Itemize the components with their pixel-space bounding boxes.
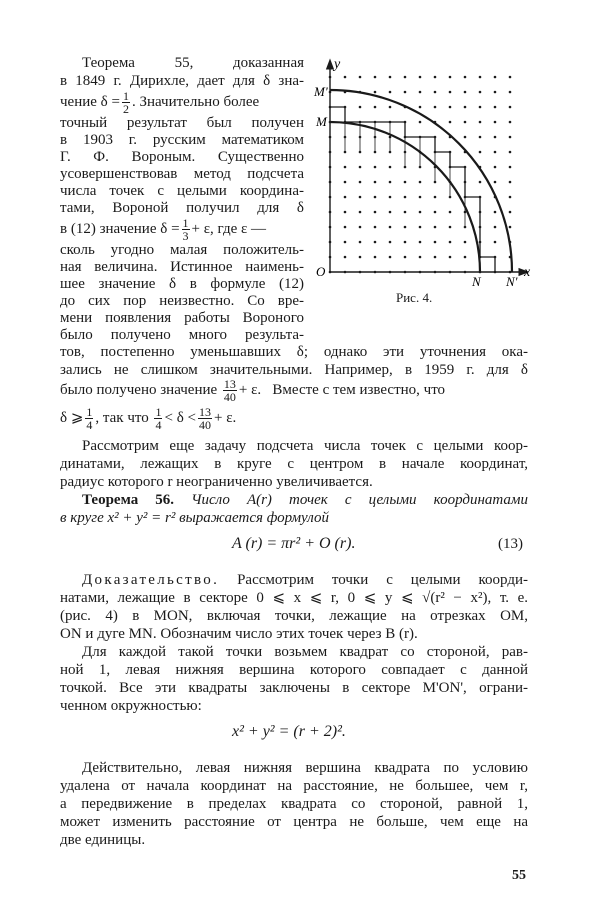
lattice-point [389,241,392,244]
lattice-point [464,241,467,244]
theorem-title: Теорема 56. [82,492,175,508]
lattice-point [494,181,497,184]
text-line: ная величина. Истинное наимень- [60,259,304,275]
lattice-point [374,91,377,94]
text-line: до сих пор неизвестно. Со вре- [60,293,304,309]
lattice-point [419,211,422,214]
lattice-point [449,76,452,79]
label-n: N [472,274,481,289]
lattice-point [359,166,362,169]
text-line: было получено значение $\frac{13}{40}$ + ε. Вместе с тем известно, что [60,377,446,404]
lattice-point [494,91,497,94]
lattice-point [419,106,422,109]
lattice-point [389,106,392,109]
text-line: две единицы. [60,832,146,848]
lattice-point [344,181,347,184]
formula-13: A (r) = πr² + O (r). [232,535,356,552]
lattice-point [509,76,512,79]
formula-number: (13) [498,536,523,552]
lattice-point [464,136,467,139]
lattice-point [494,211,497,214]
lattice-point [449,226,452,229]
lattice-point [404,241,407,244]
text-line: может изменить расстояние от центра не больше, чем еще на [60,814,528,830]
lattice-point [374,211,377,214]
lattice-point [404,196,407,199]
lattice-point [464,106,467,109]
label-x: x [524,265,531,280]
lattice-point [509,136,512,139]
lattice-point [374,196,377,199]
fraction: $\frac{13}{40}$ [223,377,236,404]
text-line: точный результат был получен [60,115,304,131]
arc-m-prime-n-prime [330,90,512,272]
lattice-point [509,211,512,214]
figure-4 [310,50,535,300]
text-line: Для каждой такой точки возьмем квадрат со стороной, рав- [82,644,528,660]
lattice-point [509,121,512,124]
text-line: натами, лежащие в секторе 0 ⩽ x ⩽ r, 0 ⩽ y ⩽ √(r² − x²), т. е. [60,590,528,606]
fraction: $\frac{1}{4}$ [86,405,93,432]
text-line: ченном окружностью: [60,698,202,714]
lattice-point [419,241,422,244]
fraction: $\frac{1}{2}$ [122,89,129,116]
lattice-point [494,151,497,154]
text-line: Теорема 55, доказанная [82,55,305,71]
lattice-point [464,256,467,259]
lattice-point [359,226,362,229]
text-line: Г. Ф. Вороным. Существенно [60,149,304,165]
theorem-line: в круге x² + y² = r² выражается формулой [60,510,329,526]
lattice-point [389,76,392,79]
lattice-point [494,166,497,169]
lattice-point [404,211,407,214]
text-line: было получено много результа- [60,327,304,343]
lattice-point [509,166,512,169]
lattice-point [359,196,362,199]
lattice-point [509,151,512,154]
label-y: y [334,57,341,72]
lattice-point [494,241,497,244]
lattice-point [389,196,392,199]
lattice-point [389,181,392,184]
lattice-point [344,166,347,169]
lattice-point [509,181,512,184]
lattice-point [404,226,407,229]
lattice-point [434,106,437,109]
text-line: (рис. 4) в MON, включая точки, лежащие на отрезках OM, [60,608,528,624]
lattice-point [404,181,407,184]
text-line: в (12) значение δ = $\frac{1}{3}$ + ε, где ε — [60,216,267,243]
text-line: тами, Вороной получил для δ [60,200,304,216]
lattice-point [479,181,482,184]
lattice-point [479,76,482,79]
lattice-point [344,76,347,79]
text-line: Доказательство. Рассмотрим точки с целыми коорди- [82,572,528,588]
lattice-point [434,256,437,259]
lattice-diagram [310,50,535,300]
text-line: числа точек с целыми координа- [60,183,304,199]
text-line: ной 1, левая нижняя вершина которого совпадает с данной [60,662,528,678]
lattice-point [374,181,377,184]
lattice-point [344,256,347,259]
text-line: сколь угодно малая положитель- [60,242,304,258]
lattice-point [434,91,437,94]
lattice-point [509,91,512,94]
lattice-point [359,106,362,109]
lattice-point [419,256,422,259]
label-n-prime: N' [506,274,518,289]
text-line: зались не слишком значительными. Например, в 1959 г. для δ [60,362,528,378]
page-number: 55 [512,868,526,883]
label-m-prime: M' [314,84,328,99]
lattice-point [434,241,437,244]
lattice-point [494,226,497,229]
lattice-point [419,91,422,94]
lattice-point [419,181,422,184]
text-line: шее значение δ в формуле (12) [60,276,304,292]
lattice-point [479,91,482,94]
lattice-point [509,196,512,199]
lattice-point [374,106,377,109]
lattice-point [464,121,467,124]
lattice-point [389,226,392,229]
lattice-point [464,76,467,79]
lattice-point [434,226,437,229]
lattice-point [479,151,482,154]
lattice-point [479,136,482,139]
text-line: удалена от начала координат на расстояние, не большее, чем r, [60,778,528,794]
lattice-point [479,106,482,109]
text-line: точкой. Все эти квадраты заключены в секторе M'ON', ограни- [60,680,528,696]
text-line: δ ⩾ $\frac{1}{4}$ , так что $\frac{1}{4}$ < δ < $\frac{13}{40}$ + ε. [60,405,237,432]
lattice-point [374,166,377,169]
figure-caption: Рис. 4. [396,290,433,305]
lattice-point [419,76,422,79]
lattice-point [359,211,362,214]
lattice-point [434,211,437,214]
text-line: Рассмотрим еще задачу подсчета числа точек с целыми коор- [82,438,528,454]
lattice-point [389,211,392,214]
lattice-point [509,106,512,109]
square-staircase [330,107,495,272]
lattice-point [344,196,347,199]
lattice-point [449,91,452,94]
text-line: мени появления работы Вороного [60,310,304,326]
lattice-point [404,256,407,259]
lattice-point [404,91,407,94]
text-line: в 1903 г. русским математиком [60,132,304,148]
lattice-point [494,136,497,139]
theorem-line: Теорема 56. Число A(r) точек с целыми координатами [82,492,528,508]
text-line: а передвижение в пределах квадрата со стороной, равной 1, [60,796,528,812]
lattice-point [359,241,362,244]
lattice-point [494,121,497,124]
text-line: ON и дуге MN. Обозначим число этих точек через B (r). [60,626,418,642]
lattice-point [494,76,497,79]
text-line: тов, постепенно уменьшавших δ; однако эти уточнения ока- [60,344,528,360]
lattice-point [449,256,452,259]
lattice-point [434,76,437,79]
text-line: Действительно, левая нижняя вершина квадрата по условию [82,760,528,776]
lattice-point [344,241,347,244]
lattice-point [494,106,497,109]
text-line: усовершенствовав метод подсчета [60,166,304,182]
lattice-point [479,121,482,124]
text-line: в 1849 г. Дирихле, дает для δ зна- [60,73,304,89]
lattice-point [344,211,347,214]
lattice-point [419,121,422,124]
lattice-point [449,211,452,214]
lattice-point [374,241,377,244]
lattice-point [374,256,377,259]
lattice-point [419,196,422,199]
lattice-point [389,91,392,94]
lattice-point [389,256,392,259]
lattice-point [419,226,422,229]
lattice-point [374,226,377,229]
fraction: $\frac{1}{3}$ [182,216,189,243]
fraction: $\frac{1}{4}$ [155,405,162,432]
lattice-point [374,76,377,79]
lattice-point [404,76,407,79]
label-o: O [316,264,326,279]
formula-circle: x² + y² = (r + 2)². [232,723,346,740]
lattice-point [509,226,512,229]
text-line: радиус которого r неограниченно увеличивается. [60,474,373,490]
lattice-point [464,91,467,94]
proof-label: Доказательство. [82,572,220,588]
lattice-point [359,76,362,79]
lattice-point [449,106,452,109]
lattice-point [359,181,362,184]
lattice-point [389,166,392,169]
fraction: $\frac{13}{40}$ [198,405,211,432]
lattice-point [434,196,437,199]
text-line: чение δ = $\frac{1}{2}$ . Значительно более [60,89,260,116]
lattice-point [344,226,347,229]
lattice-point [449,241,452,244]
square-grid-lines [345,107,480,272]
lattice-point [449,121,452,124]
label-m: M [316,114,327,129]
text-line: динатами, лежащих в круге с центром в начале координат, [60,456,528,472]
lattice-point [359,256,362,259]
